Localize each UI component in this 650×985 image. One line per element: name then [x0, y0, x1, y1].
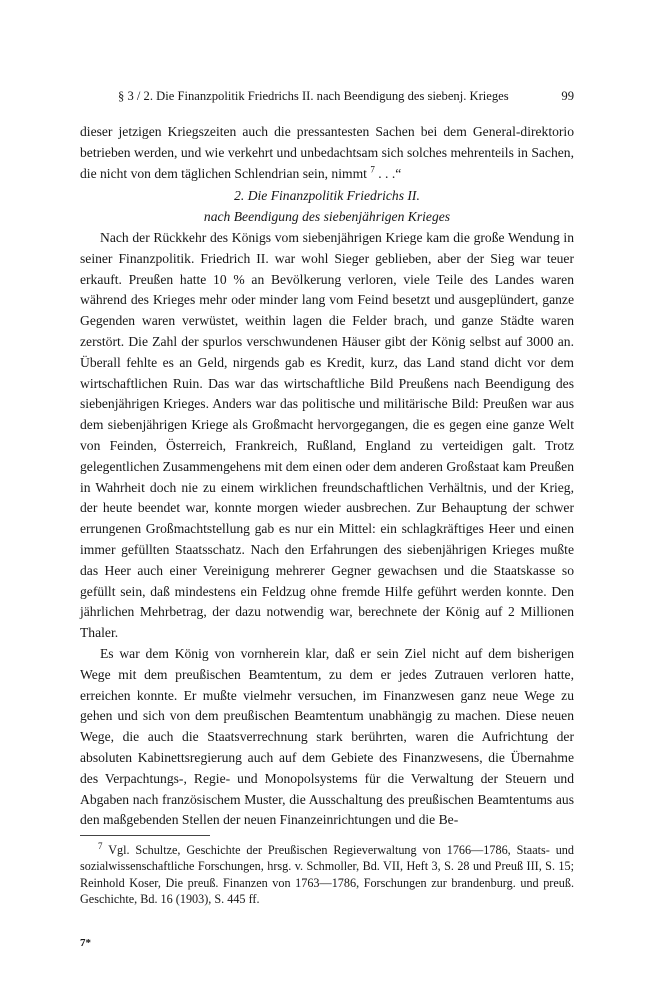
footnote-reference: 7: [370, 164, 375, 175]
sheet-signature: 7*: [80, 937, 91, 949]
running-head: [80, 88, 574, 104]
book-page: [80, 88, 574, 907]
page-number: 99: [561, 89, 574, 103]
main-text: [80, 122, 574, 831]
paragraph-2: Es war dem König von vornherein klar, daß er sein Ziel nicht auf dem bisherigen Wege mit dem preußischen Beamtentum, zu dem er jedes Zutrauen verloren hatte, erreichen konnte. Er mußte vielmehr versuchen, im Finanzwesen ganz neue Wege zu gehen und sich von dem preußischen Beamtentum unabhängig zu machen. Diese neuen Wege, die auch die Staatsverrechnung stark berührten, waren die Aufrichtung der absoluten Kabinettsregierung auch auf dem Gebiete des Finanzwesens, die Übernahme des Verpachtungs-, Regie- und Monopolsystems für die Verwaltung der Steuern und Abgaben nach französischem Muster, die Ausschaltung des preußischen Beamtentums aus den maßgebenden Stellen der neuen Finanzeinrichtungen und die Be-: [80, 645, 574, 828]
section-heading-line-1: 2. Die Finanzpolitik Friedrichs II.: [234, 188, 420, 204]
paragraph-1: Nach der Rückkehr des Königs vom siebenjährigen Kriege kam die große Wendung in seiner Finanzpolitik. Friedrich II. war wohl Sieger geblieben, aber der Sieg war teuer erkauft. Preußen hatte 10 % an Bevölkerung verloren, viele Teile des Landes waren während des Krieges mehr oder minder lang vom Feind besetzt und ausgeplündert, ganze Gegenden waren verwüstet, weithin lagen die Felder brach, und ganze Städte waren zerstört. Die Zahl der spurlos verschwundenen Häuser gibt der König selbst auf 3000 an. Überall fehlte es an Geld, nirgends gab es Kredit, kurz, das Land stand dicht vor dem wirtschaftlichen Ruin. Das war das wirtschaftliche Bild Preußens nach Beendigung des siebenjährigen Krieges. Anders war das politische und militärische Bild: Preußen war aus dem siebenjährigen Kriege als Großmacht hervorgegangen, die es gegen eine ganze Welt von Feinden, Österreich, Frankreich, Rußland, England zu verteidigen galt. Trotz gelegentlichen Zusammengehens mit dem einen oder dem anderen Großstaat kam Preußen in Wahrheit doch nie zu einem wirklichen freundschaftlichen Verhältnis, und der Krieg, der heute beendet war, konnte morgen wieder ausbrechen. Zur Behauptung der schwer errungenen Großmachtstellung gab es nur ein Mittel: ein schlagkräftiges Heer und einen immer gefüllten Staatsschatz. Nach den Erfahrungen des siebenjährigen Krieges mußte das Heer auch einer Vereinigung mehrerer Gegner gewachsen und die Staatskasse so gefüllt sein, daß mindestens ein Feldzug ohne fremde Hilfe geführt werden konnte. Den jährlichen Mehrbetrag, der dazu notwendig war, berechnete der König auf 2 Millionen Thaler.: [80, 229, 574, 641]
footnote-divider: [80, 835, 210, 836]
footnote: [80, 842, 574, 907]
running-title: § 3 / 2. Die Finanzpolitik Friedrichs II. nach Beendigung des siebenj. Krieges: [118, 89, 509, 103]
quote-continuation: [80, 122, 574, 184]
section-heading: [80, 186, 574, 228]
quote-ending: . . .“: [374, 165, 402, 181]
footnote-mark: 7: [98, 841, 103, 852]
quote-text: dieser jetzigen Kriegszeiten auch die pressantesten Sachen bei dem General-direktorio betrieben werden, und wie verkehrt und unbedachtsam sich solches mehrenteils in Sachen, die nicht von dem täglichen Schlendrian sein, nimmt: [80, 124, 574, 181]
section-heading-line-2: nach Beendigung des siebenjährigen Krieges: [203, 209, 451, 225]
footnote-text: Vgl. Schultze, Geschichte der Preußischen Regieverwaltung von 1766—1786, Staats- und sozialwissenschaftliche Forschungen, hrsg. v. Schmoller, Bd. VII, Heft 3, S. 28 und Preuß III, S. 15; Reinhold Koser, Die preuß. Finanzen von 1763—1786, Forschungen zur brandenburg. und preuß. Geschichte, Bd. 16 (1903), S. 445 ff.: [80, 843, 574, 906]
